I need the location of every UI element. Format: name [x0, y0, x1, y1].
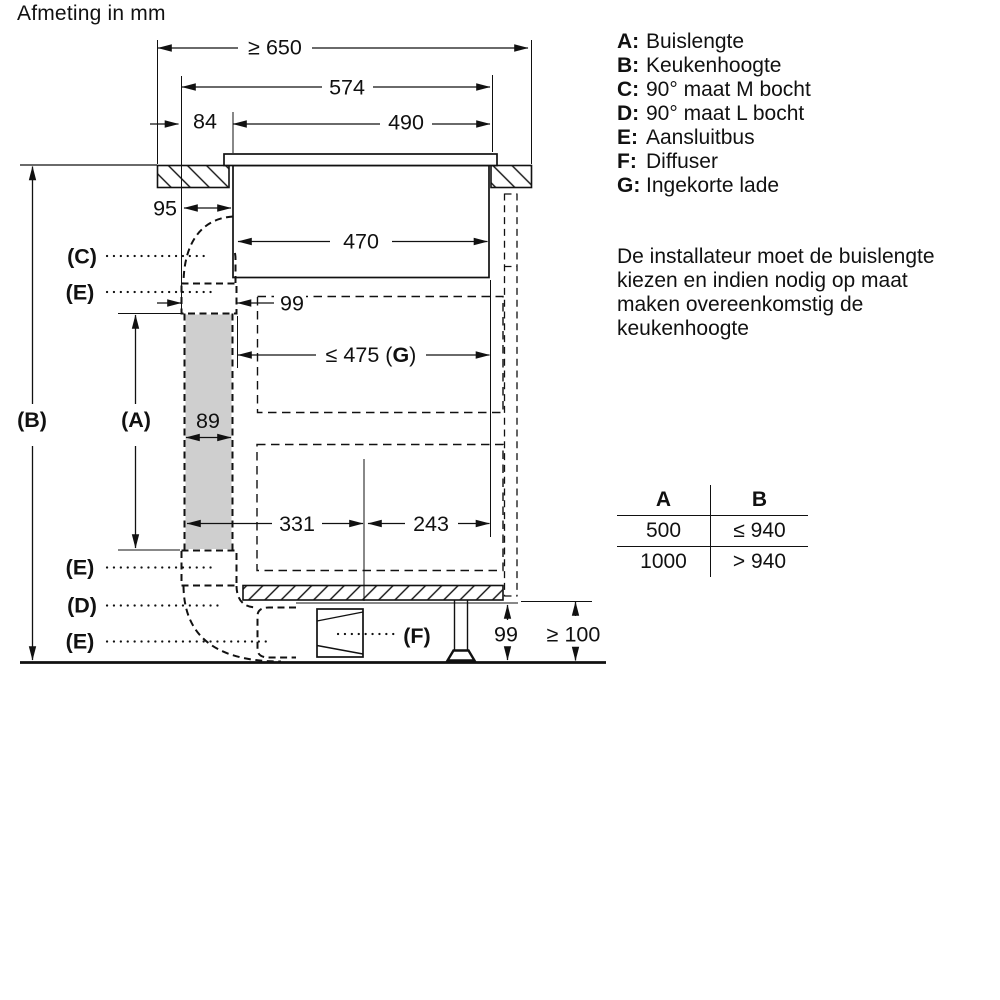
hob-body — [233, 166, 489, 278]
installer-note — [617, 245, 935, 341]
rear-duct-channel — [505, 194, 518, 597]
label-socket-mid: (E) — [65, 555, 95, 580]
label-duct-length: (A) — [121, 408, 151, 432]
legend-key: D: — [617, 102, 640, 125]
bend-l-outlet — [258, 608, 297, 658]
bend-m-outer — [184, 217, 234, 284]
legend-label: Diffuser — [646, 150, 718, 173]
dim-plinth-height: 99 — [494, 622, 518, 647]
legend-label: 90° maat M bocht — [646, 78, 811, 101]
legend-item-b — [617, 54, 811, 78]
legend-key: E: — [617, 126, 638, 149]
connector-top — [182, 284, 237, 314]
label-bend-l: (D) — [67, 593, 97, 618]
dim-cutout-width: 490 — [388, 110, 424, 135]
plinth-panel — [243, 586, 503, 601]
legend-label: Buislengte — [646, 30, 745, 53]
dim-body-width: 470 — [343, 229, 379, 254]
table-row — [617, 516, 808, 547]
worktop-cut-left — [158, 166, 230, 188]
legend-key: G: — [617, 174, 641, 197]
table-cell: 1000 — [640, 550, 687, 573]
table-cell: > 940 — [710, 547, 808, 577]
legend-label: 90° maat L bocht — [646, 102, 805, 125]
worktop-cut-right — [491, 166, 532, 188]
dim-right-span: 243 — [413, 512, 449, 536]
label-bend-m: (C) — [67, 244, 97, 269]
legend-key: C: — [617, 78, 640, 101]
legend-item-g — [617, 174, 811, 198]
legend-label: Ingekorte lade — [646, 174, 780, 197]
note-line: maken overeenkomstig de — [617, 293, 864, 316]
parts-legend — [617, 30, 811, 198]
table-row — [617, 547, 808, 577]
legend-key: F: — [617, 150, 637, 173]
page-title: Afmeting in mm — [17, 2, 166, 25]
dim-appliance-width: 574 — [329, 75, 365, 100]
note-line: De installateur moet de buislengte — [617, 245, 935, 268]
dim-niche-width: ≥ 650 — [248, 35, 302, 60]
table-header-a: A — [617, 485, 710, 516]
dim-floor-clearance: ≥ 100 — [546, 622, 601, 647]
label-kitchen-height: (B) — [17, 408, 47, 432]
legend-item-d — [617, 102, 811, 126]
table-header-b: B — [710, 485, 808, 516]
diffuser-part — [317, 609, 363, 657]
legend-key: A: — [617, 30, 640, 53]
dim-left-span: 331 — [279, 512, 315, 536]
dim-duct-width: 89 — [196, 409, 220, 433]
table-header-row — [617, 485, 808, 516]
label-socket-top: (E) — [65, 280, 95, 305]
leg-foot — [448, 651, 475, 661]
legend-label: Aansluitbus — [646, 126, 755, 149]
table-cell: 500 — [617, 516, 710, 547]
hob-unit — [224, 154, 497, 278]
legend-item-c — [617, 78, 811, 102]
legend-item-a — [617, 30, 811, 54]
legend-item-f — [617, 150, 811, 174]
label-socket-bottom: (E) — [65, 629, 95, 654]
length-height-table — [617, 485, 808, 577]
note-line: keukenhoogte — [617, 317, 749, 340]
dim-offset: 84 — [193, 109, 217, 134]
legend-item-e — [617, 126, 811, 150]
dim-duct-offset: 95 — [153, 196, 177, 221]
dim-drawer: ≤ 475 (G) — [325, 343, 417, 367]
lower-cabinet-outline — [257, 445, 503, 571]
dim-connector-width: 99 — [280, 291, 304, 316]
legend-key: B: — [617, 54, 640, 77]
legend-label: Keukenhoogte — [646, 54, 782, 77]
table-cell: ≤ 940 — [710, 516, 808, 547]
note-line: kiezen en indien nodig op maat — [617, 269, 908, 292]
label-diffuser: (F) — [403, 624, 431, 648]
hob-top-plate — [224, 154, 497, 166]
